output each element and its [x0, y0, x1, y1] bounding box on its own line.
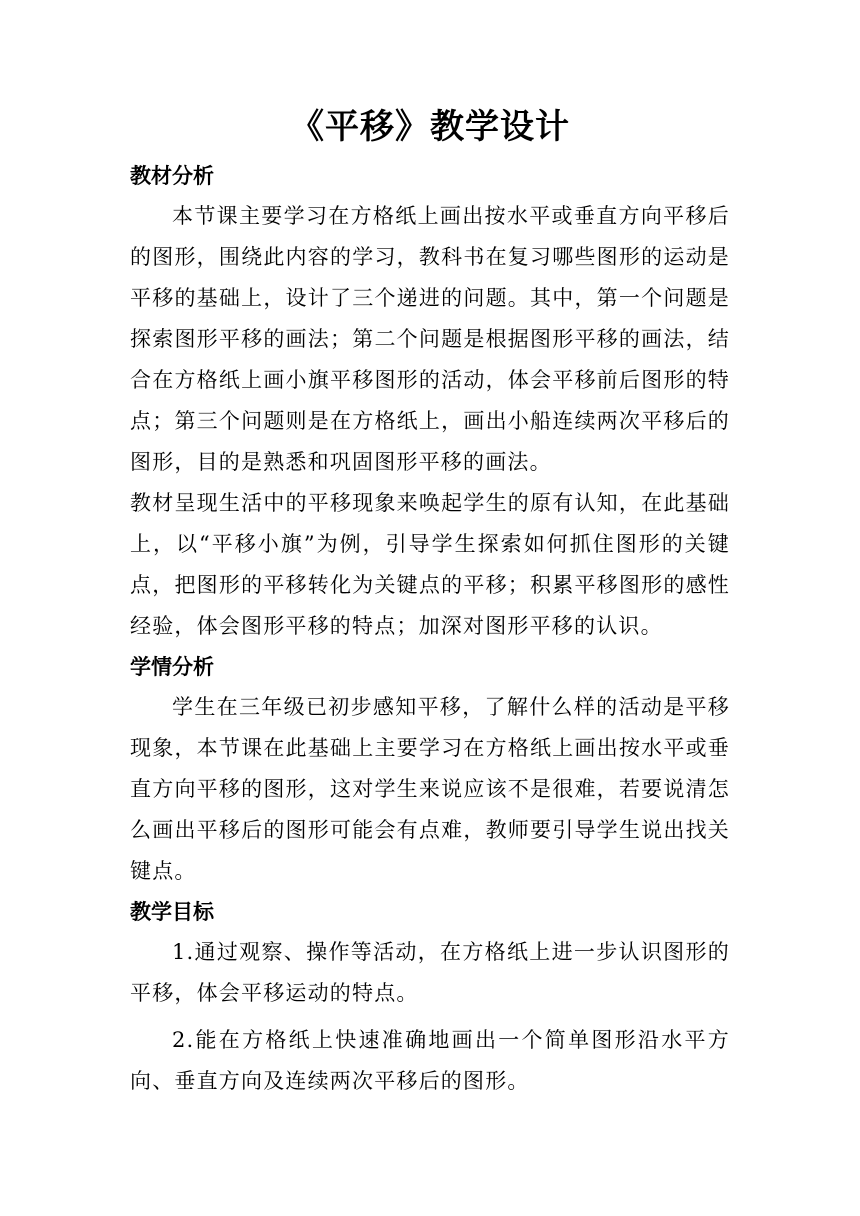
paragraph: 学生在三年级已初步感知平移，了解什么样的活动是平移现象，本节课在此基础上主要学习在方格纸上画出按水平或垂直方向平移的图形，这对学生来说应该不是很难，若要说清怎么画出平移后的图形可能会有点难，教师要引导学生说出找关键点。: [130, 695, 730, 883]
section-teaching-goals: [130, 892, 730, 1102]
section-textbook-analysis: [130, 156, 730, 647]
section-heading: 教学目标: [130, 900, 214, 924]
goal-item: 2.能在方格纸上快速准确地画出一个简单图形沿水平方向、垂直方向及连续两次平移后的图形。: [130, 1028, 730, 1093]
paragraph: 教材呈现生活中的平移现象来唤起学生的原有认知，在此基础上，以“平移小旗”为例，引导学生探索如何抓住图形的关键点，把图形的平移转化为关键点的平移；积累平移图形的感性经验，体会图形平移的特点；加深对图形平移的认识。: [130, 491, 730, 638]
section-heading: 学情分析: [130, 655, 214, 679]
section-student-analysis: [130, 647, 730, 892]
document-title: 《平移》教学设计: [290, 107, 570, 147]
goal-item: 1.通过观察、操作等活动，在方格纸上进一步认识图形的平移，体会平移运动的特点。: [130, 940, 730, 1005]
section-heading: 教材分析: [130, 164, 214, 188]
paragraph: 本节课主要学习在方格纸上画出按水平或垂直方向平移后的图形，围绕此内容的学习，教科书在复习哪些图形的运动是平移的基础上，设计了三个递进的问题。其中，第一个问题是探索图形平移的画法；第二个问题是根据图形平移的画法，结合在方格纸上画小旗平移图形的活动，体会平移前后图形的特点；第三个问题则是在方格纸上，画出小船连续两次平移后的图形，目的是熟悉和巩固图形平移的画法。: [130, 204, 730, 474]
